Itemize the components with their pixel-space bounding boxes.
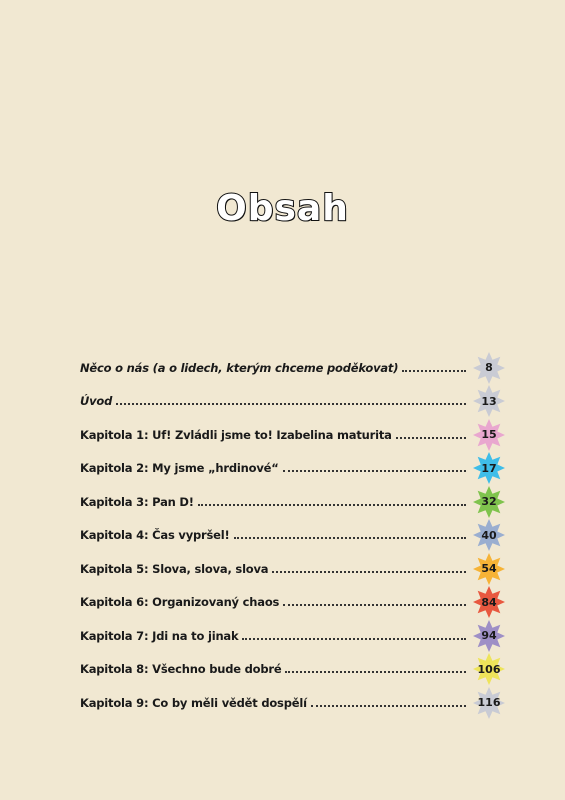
page-number: 8 xyxy=(485,361,493,375)
table-of-contents xyxy=(80,351,510,720)
dot-leader xyxy=(402,358,466,372)
toc-entry-label: Úvod xyxy=(80,394,113,409)
page-number: 13 xyxy=(481,394,497,408)
toc-entry-label: Kapitola 8: Všechno bude dobré xyxy=(80,662,282,677)
toc-entry xyxy=(80,485,510,519)
page-number-star-icon xyxy=(472,586,506,618)
toc-entry xyxy=(80,653,510,687)
page-number: 116 xyxy=(477,696,501,710)
toc-entry-label: Kapitola 5: Slova, slova, slova xyxy=(80,561,269,576)
toc-entry xyxy=(80,519,510,553)
page-number-star-icon xyxy=(472,352,506,384)
page-number-star-icon xyxy=(472,486,506,518)
toc-entry xyxy=(80,686,510,720)
toc-entry-label: Kapitola 7: Jdi na to jinak xyxy=(80,628,239,643)
page-number-star-icon xyxy=(472,452,506,484)
page-number: 54 xyxy=(481,562,497,576)
toc-entry xyxy=(80,385,510,419)
toc-entry-label: Kapitola 4: Čas vypršel! xyxy=(80,528,230,543)
dot-leader xyxy=(396,425,466,439)
page-number: 106 xyxy=(477,662,501,676)
page-number-star-icon xyxy=(472,653,506,685)
page-number-star-icon xyxy=(472,553,506,585)
dot-leader xyxy=(283,458,466,472)
page-number: 15 xyxy=(481,428,497,442)
dot-leader xyxy=(285,659,466,673)
page-number: 40 xyxy=(481,528,497,542)
toc-entry xyxy=(80,452,510,486)
page-number-star-icon xyxy=(472,519,506,551)
page-number: 84 xyxy=(481,595,497,609)
dot-leader xyxy=(234,525,466,539)
toc-entry-label: Kapitola 3: Pan D! xyxy=(80,494,194,509)
toc-entry xyxy=(80,619,510,653)
toc-entry-label: Kapitola 9: Co by měli vědět dospělí xyxy=(80,695,307,710)
dot-leader xyxy=(283,592,466,606)
page-number-star-icon xyxy=(472,687,506,719)
page-number-star-icon xyxy=(472,620,506,652)
page-number: 32 xyxy=(481,495,497,509)
dot-leader xyxy=(198,492,466,506)
page-number: 94 xyxy=(481,629,497,643)
dot-leader xyxy=(242,626,466,640)
toc-entry xyxy=(80,351,510,385)
page-number: 17 xyxy=(481,461,497,475)
toc-entry-label: Kapitola 6: Organizovaný chaos xyxy=(80,595,280,610)
toc-entry-label: Kapitola 2: My jsme „hrdinové“ xyxy=(80,461,279,476)
toc-entry xyxy=(80,418,510,452)
page-title: Obsah xyxy=(216,188,349,229)
dot-leader xyxy=(311,693,466,707)
toc-entry-label: Něco o nás (a o lidech, kterým chceme poděkovat) xyxy=(80,360,399,375)
toc-entry xyxy=(80,586,510,620)
page-number-star-icon xyxy=(472,385,506,417)
dot-leader xyxy=(116,391,466,405)
dot-leader xyxy=(272,559,466,573)
toc-entry xyxy=(80,552,510,586)
toc-entry-label: Kapitola 1: Uf! Zvládli jsme to! Izabelina maturita xyxy=(80,427,392,442)
page-number-star-icon xyxy=(472,419,506,451)
